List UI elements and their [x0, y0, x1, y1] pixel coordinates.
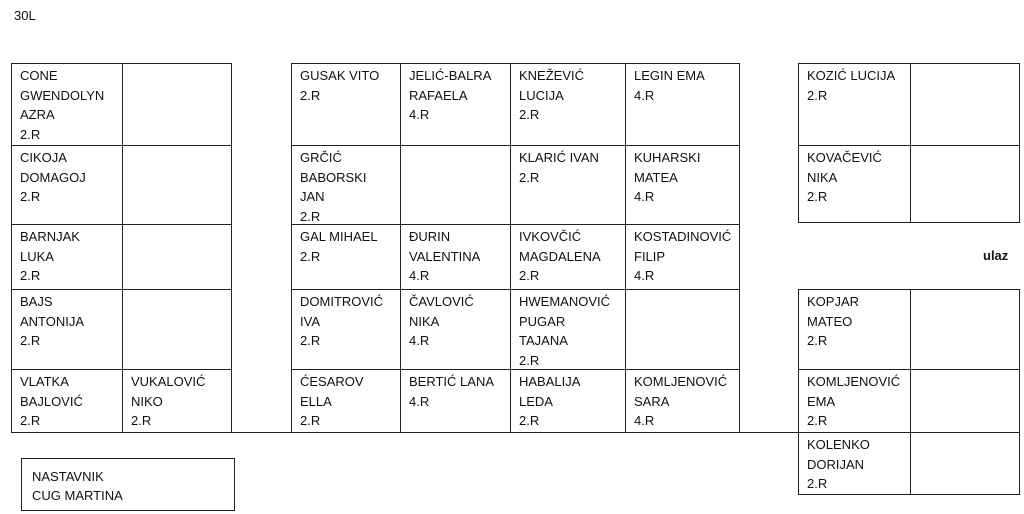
- student-name: ČAVLOVIĆ NIKA: [409, 294, 474, 329]
- student-grade: 2.R: [519, 352, 540, 368]
- student-name: KOVAČEVIĆ NIKA: [807, 150, 882, 185]
- student-name: BARNJAK LUKA: [20, 229, 80, 264]
- student-name: GRČIĆ BABORSKI JAN: [300, 150, 367, 204]
- seat-left-2: [122, 63, 232, 146]
- teacher-name: CUG MARTINA: [32, 488, 123, 503]
- seat-right-4: [910, 145, 1020, 223]
- student-name: HWEMANOVIĆ PUGAR TAJANA: [519, 294, 610, 348]
- seat-mid-4-3: [510, 289, 626, 370]
- seat-left-6: [122, 224, 232, 290]
- student-grade: 2.R: [807, 476, 828, 491]
- student-name: JELIĆ-BALRA RAFAELA: [409, 68, 492, 103]
- seat-right-6: [910, 289, 1020, 370]
- student-grade: 2.R: [300, 248, 321, 264]
- seat-mid-2-2: [400, 145, 511, 225]
- student-grade: 2.R: [20, 333, 41, 348]
- seat-right-3: [798, 145, 911, 223]
- seat-mid-2-3: [510, 145, 626, 225]
- student-grade: 2.R: [519, 169, 540, 185]
- desk-row-line: [231, 432, 292, 433]
- student-name: ĐURIN VALENTINA: [409, 229, 481, 264]
- seat-mid-3-1: [291, 224, 401, 290]
- student-grade: 4.R: [409, 268, 430, 283]
- seat-mid-4-4: [625, 289, 740, 370]
- seat-mid-1-3: [510, 63, 626, 146]
- student-grade: 4.R: [409, 393, 430, 409]
- seat-left-9: [11, 369, 123, 433]
- student-name: ĆESAROV ELLA: [300, 374, 364, 409]
- seat-mid-4-2: [400, 289, 511, 370]
- student-grade: 2.R: [20, 413, 41, 428]
- student-grade: 4.R: [634, 87, 655, 103]
- student-name: GUSAK VITO: [300, 68, 380, 83]
- student-name: KOZIĆ LUCIJA: [807, 68, 896, 83]
- student-grade: 4.R: [634, 268, 655, 283]
- student-grade: 2.R: [519, 107, 540, 122]
- student-grade: 2.R: [807, 87, 828, 103]
- seat-mid-5-2: [400, 369, 511, 433]
- student-grade: 2.R: [20, 126, 41, 142]
- seat-mid-3-2: [400, 224, 511, 290]
- seat-mid-1-1: [291, 63, 401, 146]
- student-grade: 2.R: [300, 333, 321, 348]
- student-name: KOSTADINOVIĆ FILIP: [634, 229, 732, 264]
- student-grade: 4.R: [634, 189, 655, 204]
- student-name: IVKOVČIĆ MAGDALENA: [519, 229, 601, 264]
- seat-mid-3-3: [510, 224, 626, 290]
- student-grade: 2.R: [131, 413, 152, 428]
- seat-left-5: [11, 224, 123, 290]
- student-grade: 2.R: [807, 333, 828, 348]
- student-grade: 2.R: [300, 208, 321, 224]
- seat-mid-5-4: [625, 369, 740, 433]
- student-name: KOMLJENOVIĆ SARA: [634, 374, 728, 409]
- student-name: BAJS ANTONIJA: [20, 294, 85, 329]
- student-grade: 2.R: [20, 268, 41, 283]
- seat-mid-1-4: [625, 63, 740, 146]
- student-grade: 4.R: [409, 333, 430, 348]
- student-name: BERTIĆ LANA: [409, 374, 495, 389]
- seat-left-1: [11, 63, 123, 146]
- student-grade: 2.R: [807, 413, 828, 428]
- seat-right-7: [798, 369, 911, 433]
- student-grade: 2.R: [20, 189, 41, 204]
- student-name: VLATKA BAJLOVIĆ: [20, 374, 83, 409]
- seat-left-8: [122, 289, 232, 370]
- seat-mid-5-3: [510, 369, 626, 433]
- seat-right-2: [910, 63, 1020, 146]
- student-grade: 4.R: [409, 107, 430, 122]
- student-name: CIKOJA DOMAGOJ: [20, 150, 86, 185]
- student-name: LEGIN EMA: [634, 68, 705, 83]
- teacher-role: NASTAVNIK: [32, 469, 104, 484]
- student-name: DOMITROVIĆ IVA: [300, 294, 384, 329]
- student-name: GAL MIHAEL: [300, 229, 378, 244]
- seat-left-10: [122, 369, 232, 433]
- entrance-label: ulaz: [983, 248, 1009, 263]
- seat-left-4: [122, 145, 232, 225]
- student-name: KOLENKO DORIJAN: [807, 437, 870, 472]
- seat-right-8: [910, 369, 1020, 433]
- student-name: KUHARSKI MATEA: [634, 150, 701, 185]
- student-name: KNEŽEVIĆ LUCIJA: [519, 68, 585, 103]
- seat-mid-2-4: [625, 145, 740, 225]
- seat-mid-3-4: [625, 224, 740, 290]
- student-name: HABALIJA LEDA: [519, 374, 581, 409]
- seat-right-5: [798, 289, 911, 370]
- seat-mid-2-1: [291, 145, 401, 225]
- seat-mid-5-1: [291, 369, 401, 433]
- student-grade: 4.R: [634, 413, 655, 428]
- seat-mid-4-1: [291, 289, 401, 370]
- seat-right-10: [910, 432, 1020, 495]
- seat-left-3: [11, 145, 123, 225]
- student-grade: 2.R: [519, 413, 540, 428]
- seat-mid-1-2: [400, 63, 511, 146]
- student-name: KOMLJENOVIĆ EMA: [807, 374, 901, 409]
- seat-right-9: [798, 432, 911, 495]
- room-label: 30L: [14, 8, 36, 23]
- student-name: VUKALOVIĆ NIKO: [131, 374, 206, 409]
- seat-left-7: [11, 289, 123, 370]
- student-grade: 2.R: [519, 268, 540, 283]
- student-grade: 2.R: [300, 87, 321, 103]
- desk-row-line: [739, 432, 799, 433]
- teacher-desk: [21, 458, 235, 511]
- student-grade: 2.R: [807, 189, 828, 204]
- student-name: KOPJAR MATEO: [807, 294, 860, 329]
- student-name: KLARIĆ IVAN: [519, 150, 599, 165]
- student-name: CONE GWENDOLYN AZRA: [20, 68, 105, 122]
- student-grade: 2.R: [300, 413, 321, 428]
- seat-right-1: [798, 63, 911, 146]
